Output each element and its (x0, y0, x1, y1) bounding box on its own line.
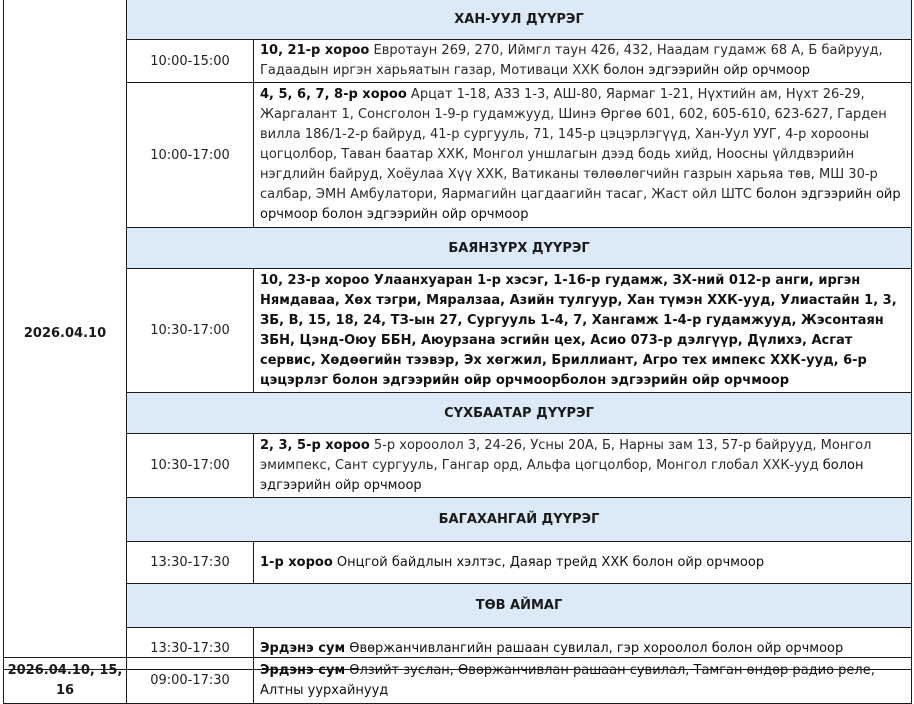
description-cell (254, 542, 912, 584)
time-cell: 10:30-17:00 (127, 269, 254, 393)
location-tail: болон эдгээрийн ойр орчмоор (260, 457, 864, 493)
location-list: 5-р хороолол 3, 24-26, Усны 20А, Б, Нарны зам 13, 57-р байрууд, Монгол эмимпекс, Сант сургууль, Гангар орд, Альфа цогцолбор, Монгол глобал ХХК-ууд (260, 437, 872, 473)
khoroo-label: 1-р хороо (260, 554, 333, 570)
location-tail: болон эдгээрийн ойр орчмоор (603, 63, 810, 78)
section-header-bagakhangai: БАГАХАНГАЙ ДҮҮРЭГ (127, 498, 912, 542)
location-list: Арцат 1-18, АЗЗ 1-3, АШ-80, Яармаг 1-21, Нүхтийн ам, Нүхт 26-29, Жаргалант 1, Сонсголон 1-9-р гудамжууд, Шинэ Өргөө 601, 602, 605-610, 623-627, Гарден вилла 186/1-2-р байруд, 41-р сургууль, 71, 145-р цэцэрлэгүүд, Хан-Уул УУГ, 4-р хорооны цогцолбор, Таван баатар ХХК, Монгол уншлагын дээд бодь хийд, Ноосны үйлдвэрийн нэгдлийн байруд, Хоёулаа Хүү ХХК, Ватиканы төлөөлөгчийн газрын харьяа төв, МШ 30-р салбар, ЭМН Амбулатори, Яармагийн цагдаагийн тасаг, Жаст ойл ШТС (260, 87, 887, 202)
location-tail: болон эдгээрийн ойр орчмоор болон эдгээрийн ойр орчмоор (260, 187, 901, 222)
time-cell: 10:30-17:00 (127, 434, 254, 498)
time-cell: 13:30-17:30 (127, 628, 254, 670)
location-list: Өвөржанчивлангийн рашаан сувилал, гэр хороолол болон ойр орчмоор (345, 640, 844, 656)
khoroo-label: 10, 23-р хороо (260, 272, 370, 288)
time-cell: 10:00-15:00 (127, 40, 254, 83)
date-cell-multi (4, 658, 127, 704)
description-cell (254, 658, 912, 704)
description-cell (254, 269, 912, 393)
time-cell: 13:30-17:30 (127, 542, 254, 584)
time-cell: 10:00-17:00 (127, 83, 254, 228)
khoroo-label: 10, 21-р хороо (260, 43, 370, 58)
section-header-bayanzurkh: БАЯНЗҮРХ ДҮҮРЭГ (127, 228, 912, 269)
description-cell (254, 40, 912, 83)
time-cell: 09:00-17:30 (127, 658, 254, 704)
date-label: 2026.04.10 (23, 326, 107, 341)
location-list: Улаанхуаран 1-р хэсэг, 1-16-р гудамж, ЗХ-ний 012-р анги, иргэн Нямдаваа, Хөх тэгри, Мяралзаа, Азийн тулгуур, Хан түмэн ХХК-ууд, Улиастайн 1, 3, ЗБ, В, 15, 18, 24, ТЗ-ын 27, Сургууль 1-4, 7, Хангамж 1-4-р гудамжууд, Жэсонтаян ЗБН, Цэнд-Оюу ББН, Аюурзана эсгийн цех, Асио 073-р дэлгүүр, Дүлихэ, Асгат сервис, Хөдөөгийн тээвэр, Эх хөгжил, Бриллиант, Агро тех импекс ХХК-ууд, 6-р цэцэрлэг болон эдгээрийн ойр орчмоорболон эдгээрийн ойр орчмоор (260, 272, 897, 388)
section-header-tuv-aimag: ТӨВ АЙМАГ (127, 584, 912, 628)
location-list: Өлзийт зуслан, Өвөржанчивлан рашаан сувилал, Тамган өндөр радио реле, Алтны уурхайнууд (260, 662, 875, 698)
khoroo-label: Эрдэнэ сум (260, 662, 346, 678)
location-list: Евротаун 269, 270, Иймгл таун 426, 432, Наадам гудамж 68 А, Б байрууд, Гадаадын иргэн харьяатын газар, Мотиваци ХХК (260, 43, 883, 78)
section-header-sukhbaatar: СҮХБААТАР ДҮҮРЭГ (127, 393, 912, 434)
date-cell (4, 0, 127, 670)
multi-day-row-table (3, 657, 912, 704)
location-list: Онцгой байдлын хэлтэс, Даяар трейд ХХК болон ойр орчмоор (332, 554, 765, 570)
khoroo-label: Эрдэнэ сум (260, 640, 346, 656)
khoroo-label: 2, 3, 5-р хороо (260, 437, 370, 453)
description-cell (254, 434, 912, 498)
khoroo-label: 4, 5, 6, 7, 8-р хороо (260, 87, 407, 102)
outage-schedule-table (3, 0, 912, 670)
section-header-khan-uul: ХАН-УУЛ ДҮҮРЭГ (127, 0, 912, 40)
description-cell (254, 83, 912, 228)
date-label: 2026.04.10, 15, 16 (7, 662, 123, 698)
